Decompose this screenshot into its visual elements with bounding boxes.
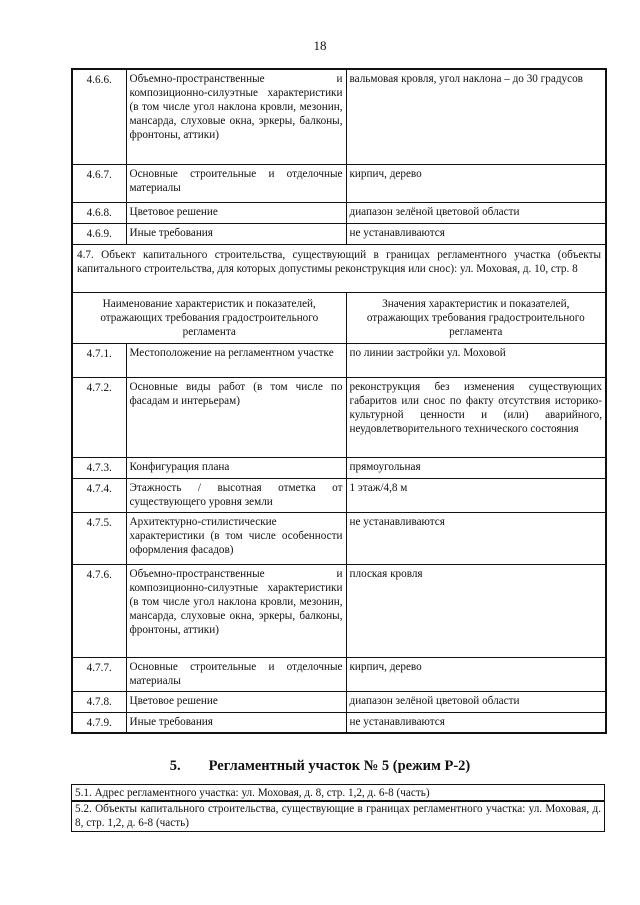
page-number: 18 — [313, 38, 327, 53]
row-value: плоская кровля — [346, 564, 606, 657]
row-value: не устанавливаются — [346, 712, 606, 733]
row-value: по линии застройки ул. Моховой — [346, 343, 606, 377]
row-value: кирпич, дерево — [346, 657, 606, 691]
row-name: Объемно-пространственные и композиционно-силуэтные характеристики (в том числе угол наклона кровли, мезонин, мансарда, слуховые окна, эркеры, балконы, фронтоны, аттики) — [126, 564, 346, 657]
row-number: 4.7.8. — [72, 691, 126, 712]
row-number: 4.6.8. — [72, 202, 126, 223]
row-number: 4.7.9. — [72, 712, 126, 733]
row-name: Цветовое решение — [126, 691, 346, 712]
row-name: Местоположение на регламентном участке — [126, 343, 346, 377]
header-left: Наименование характеристик и показателей, отражающих требования градостроительного регламента — [72, 292, 346, 343]
table-row — [72, 377, 606, 457]
table-row — [72, 712, 606, 733]
row-name: Основные строительные и отделочные материалы — [126, 164, 346, 202]
table-body — [72, 69, 606, 733]
row-value: вальмовая кровля, угол наклона – до 30 градусов — [346, 69, 606, 164]
row-name: Основные виды работ (в том числе по фасадам и интерьерам) — [126, 377, 346, 457]
row-value: не устанавливаются — [346, 223, 606, 244]
row-value: реконструкция без изменения существующих габаритов или снос по факту отсутствия историко-культурной ценности и (или) аварийного, неудовлетворительного технического состояния — [346, 377, 606, 457]
table-row — [72, 223, 606, 244]
row-value: диапазон зелёной цветовой области — [346, 691, 606, 712]
section-title: Регламентный участок № 5 (режим Р-2) — [208, 758, 471, 774]
object-description: 4.7. Объект капитального строительства, существующий в границах регламентного участка (объекты капитального строительства, для которых допустимы реконструкция или снос): ул. Моховая, д. 10, стр. 8 — [72, 244, 606, 292]
row-number: 4.6.9. — [72, 223, 126, 244]
table-row — [72, 69, 606, 164]
table-row — [72, 657, 606, 691]
row-number: 4.6.7. — [72, 164, 126, 202]
objects-box: 5.2. Объекты капитального строительства, существующие в границах регламентного участка: ул. Моховая, д. 8, стр. 1,2, д. 6-8 (часть) — [71, 800, 605, 832]
header-row — [72, 292, 606, 343]
table-row — [72, 457, 606, 478]
row-name: Иные требования — [126, 712, 346, 733]
row-value: прямоугольная — [346, 457, 606, 478]
address-box: 5.1. Адрес регламентного участка: ул. Моховая, д. 8, стр. 1,2, д. 6-8 (часть) — [71, 784, 605, 802]
table-row — [72, 512, 606, 564]
row-value: не устанавливаются — [346, 512, 606, 564]
table-row — [72, 202, 606, 223]
section-number: 5. — [169, 758, 181, 774]
row-value: диапазон зелёной цветовой области — [346, 202, 606, 223]
row-number: 4.6.6. — [72, 69, 126, 164]
row-number: 4.7.4. — [72, 478, 126, 512]
table-row — [72, 478, 606, 512]
table-row — [72, 164, 606, 202]
section-heading — [0, 758, 640, 775]
header-right: Значения характеристик и показателей, отражающих требования градостроительного регламента — [346, 292, 606, 343]
regulation-table — [71, 68, 607, 734]
row-name: Конфигурация плана — [126, 457, 346, 478]
row-value: 1 этаж/4,8 м — [346, 478, 606, 512]
row-number: 4.7.3. — [72, 457, 126, 478]
row-name: Иные требования — [126, 223, 346, 244]
table-row — [72, 564, 606, 657]
row-number: 4.7.6. — [72, 564, 126, 657]
object-row — [72, 244, 606, 292]
table-row — [72, 691, 606, 712]
row-name: Архитектурно-стилистические характеристики (в том числе особенности оформления фасадов) — [126, 512, 346, 564]
row-name: Этажность / высотная отметка от существующего уровня земли — [126, 478, 346, 512]
row-name: Цветовое решение — [126, 202, 346, 223]
row-number: 4.7.7. — [72, 657, 126, 691]
table-row — [72, 343, 606, 377]
row-number: 4.7.1. — [72, 343, 126, 377]
row-value: кирпич, дерево — [346, 164, 606, 202]
row-name: Основные строительные и отделочные материалы — [126, 657, 346, 691]
row-name: Объемно-пространственные и композиционно-силуэтные характеристики (в том числе угол наклона кровли, мезонин, мансарда, слуховые окна, эркеры, балконы, фронтоны, аттики) — [126, 69, 346, 164]
row-number: 4.7.2. — [72, 377, 126, 457]
row-number: 4.7.5. — [72, 512, 126, 564]
